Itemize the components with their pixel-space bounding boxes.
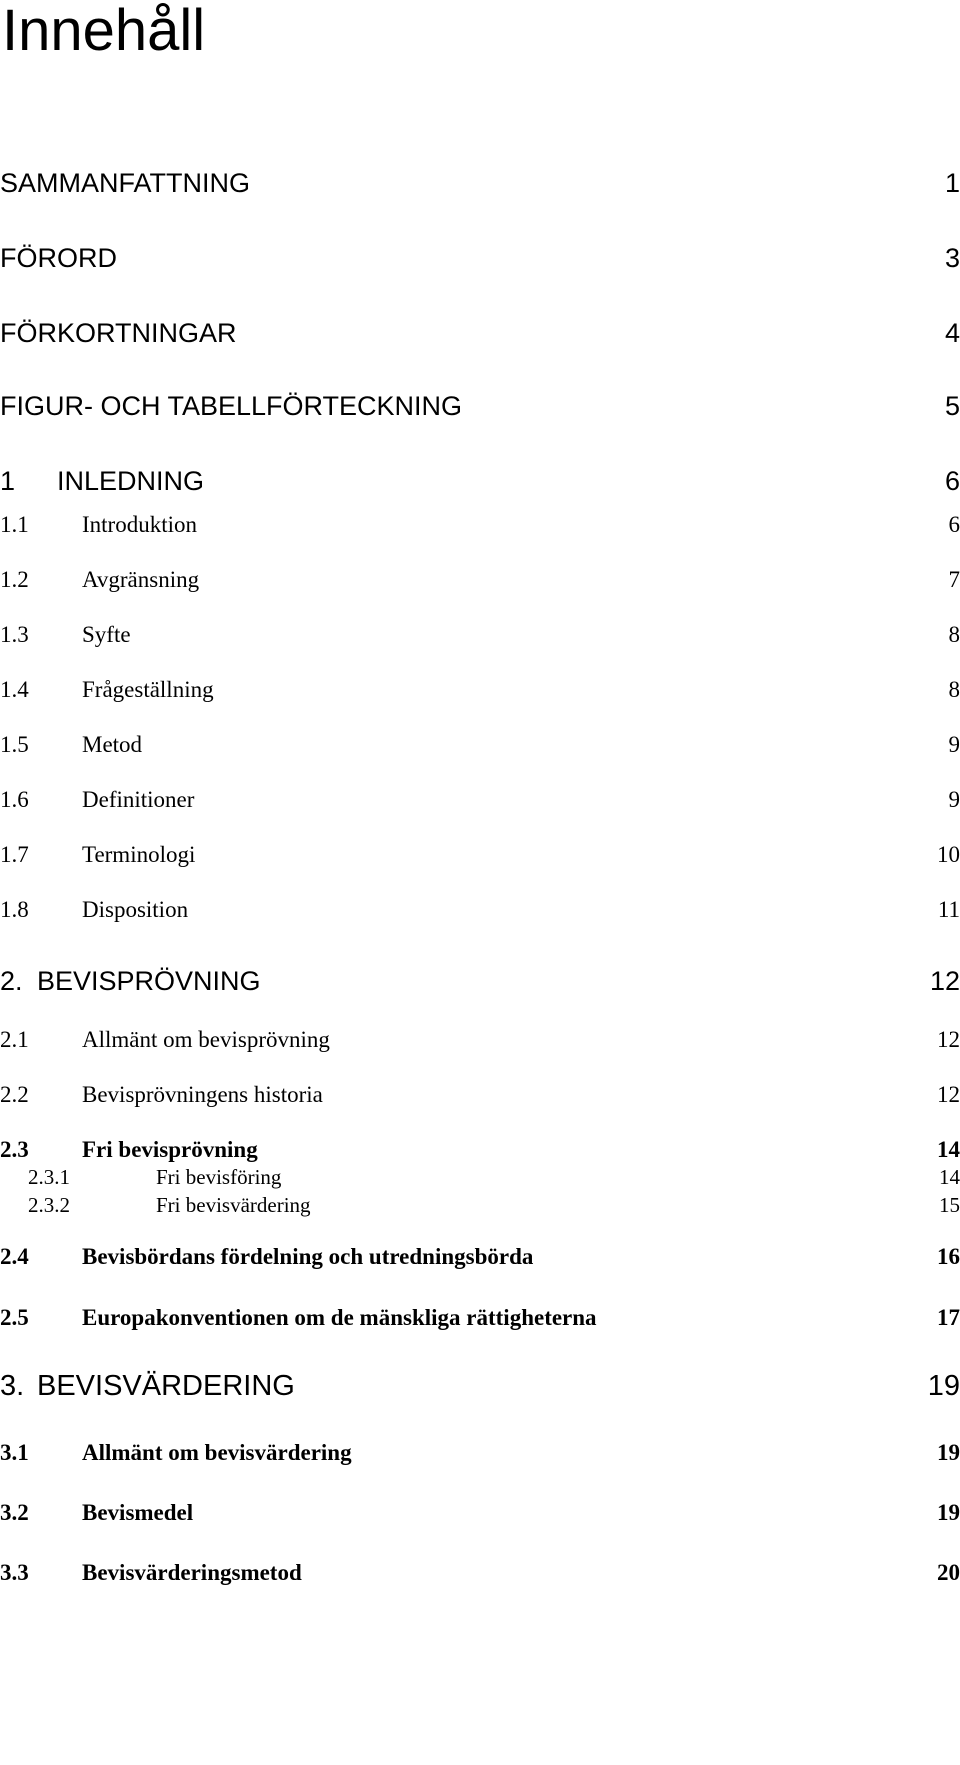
toc-section-page: 12 bbox=[937, 1082, 960, 1107]
toc-section-label: Frågeställning bbox=[82, 677, 214, 702]
toc-section-label: Avgränsning bbox=[82, 567, 200, 592]
toc-section-label: Syfte bbox=[82, 622, 131, 647]
toc-section-number: 2.4 bbox=[0, 1244, 29, 1269]
toc-section-label: Disposition bbox=[82, 897, 189, 922]
toc-section-1-4[interactable] bbox=[0, 677, 960, 703]
toc-section-label: Bevisprövningens historia bbox=[82, 1082, 323, 1107]
toc-entry-sammanfattning[interactable] bbox=[0, 168, 960, 199]
toc-section-number: 3.1 bbox=[0, 1440, 29, 1465]
toc-section-page: 19 bbox=[937, 1500, 960, 1525]
toc-section-page: 20 bbox=[937, 1560, 960, 1585]
toc-section-2-5[interactable] bbox=[0, 1305, 960, 1331]
toc-section-page: 8 bbox=[948, 622, 960, 647]
toc-section-number: 2.1 bbox=[0, 1027, 29, 1052]
toc-section-label: Definitioner bbox=[82, 787, 195, 812]
toc-entry-page: 5 bbox=[944, 391, 960, 421]
toc-section-number: 1.3 bbox=[0, 622, 29, 647]
toc-section-2-1[interactable] bbox=[0, 1027, 960, 1053]
toc-chapter-number: 2. bbox=[0, 966, 23, 996]
toc-section-label: Metod bbox=[82, 732, 143, 757]
toc-entry-label: FÖRORD bbox=[0, 243, 117, 273]
toc-section-page: 9 bbox=[948, 787, 960, 812]
toc-section-page: 16 bbox=[937, 1244, 960, 1269]
toc-entry-figur-och-tabellforteckning[interactable] bbox=[0, 391, 960, 422]
toc-section-1-8[interactable] bbox=[0, 897, 960, 923]
toc-section-1-1[interactable] bbox=[0, 512, 960, 538]
toc-section-number: 1.2 bbox=[0, 567, 29, 592]
toc-entry-page: 4 bbox=[944, 318, 960, 348]
toc-section-number: 3.2 bbox=[0, 1500, 29, 1525]
toc-section-label: Europakonventionen om de mänskliga rättigheterna bbox=[82, 1305, 597, 1330]
toc-entry-label: FÖRKORTNINGAR bbox=[0, 318, 237, 348]
toc-chapter-2[interactable] bbox=[0, 966, 960, 997]
toc-chapter-label: INLEDNING bbox=[57, 466, 205, 496]
toc-chapter-page: 6 bbox=[944, 466, 960, 496]
toc-section-label: Allmänt om bevisprövning bbox=[82, 1027, 330, 1052]
toc-section-number: 1.6 bbox=[0, 787, 29, 812]
toc-section-page: 9 bbox=[948, 732, 960, 757]
toc-subsection-2-3-2[interactable] bbox=[0, 1193, 960, 1218]
toc-section-page: 6 bbox=[948, 512, 960, 537]
toc-entry-forkortningar[interactable] bbox=[0, 318, 960, 349]
toc-section-1-7[interactable] bbox=[0, 842, 960, 868]
toc-section-number: 1.1 bbox=[0, 512, 29, 537]
toc-section-number: 1.4 bbox=[0, 677, 29, 702]
toc-section-label: Introduktion bbox=[82, 512, 197, 537]
toc-section-page: 17 bbox=[937, 1305, 960, 1330]
toc-section-label: Terminologi bbox=[82, 842, 196, 867]
toc-section-number: 1.8 bbox=[0, 897, 29, 922]
toc-subsection-2-3-1[interactable] bbox=[0, 1165, 960, 1190]
toc-section-3-1[interactable] bbox=[0, 1440, 960, 1466]
toc-section-number: 3.3 bbox=[0, 1560, 29, 1585]
toc-chapter-3[interactable] bbox=[0, 1370, 960, 1403]
toc-section-label: Fri bevisprövning bbox=[82, 1137, 258, 1162]
toc-section-2-2[interactable] bbox=[0, 1082, 960, 1108]
toc-section-page: 12 bbox=[937, 1027, 960, 1052]
toc-chapter-label: BEVISVÄRDERING bbox=[37, 1370, 295, 1402]
toc-entry-page: 1 bbox=[944, 168, 960, 198]
toc-section-number: 2.5 bbox=[0, 1305, 29, 1330]
toc-section-label: Bevisvärderingsmetod bbox=[82, 1560, 302, 1585]
toc-section-1-6[interactable] bbox=[0, 787, 960, 813]
toc-section-2-3[interactable] bbox=[0, 1137, 960, 1163]
toc-section-page: 14 bbox=[937, 1137, 960, 1162]
toc-section-3-2[interactable] bbox=[0, 1500, 960, 1526]
toc-subsection-page: 15 bbox=[939, 1193, 960, 1217]
toc-section-page: 8 bbox=[948, 677, 960, 702]
toc-section-2-4[interactable] bbox=[0, 1244, 960, 1270]
toc-section-label: Allmänt om bevisvärdering bbox=[82, 1440, 352, 1465]
page-title: Innehåll bbox=[2, 0, 206, 63]
toc-section-page: 11 bbox=[937, 897, 960, 922]
toc-subsection-page: 14 bbox=[939, 1165, 960, 1189]
toc-section-label: Bevisbördans fördelning och utredningsbörda bbox=[82, 1244, 534, 1269]
toc-section-1-5[interactable] bbox=[0, 732, 960, 758]
toc-chapter-number: 1 bbox=[0, 466, 16, 496]
toc-subsection-number: 2.3.2 bbox=[28, 1193, 70, 1217]
toc-section-3-3[interactable] bbox=[0, 1560, 960, 1586]
toc-subsection-label: Fri bevisvärdering bbox=[156, 1193, 311, 1217]
toc-subsection-label: Fri bevisföring bbox=[156, 1165, 282, 1189]
toc-chapter-label: BEVISPRÖVNING bbox=[37, 966, 261, 996]
toc-section-page: 19 bbox=[937, 1440, 960, 1465]
toc-section-label: Bevismedel bbox=[82, 1500, 194, 1525]
toc-section-number: 1.7 bbox=[0, 842, 29, 867]
toc-chapter-page: 19 bbox=[927, 1370, 960, 1402]
toc-entry-page: 3 bbox=[944, 243, 960, 273]
toc-entry-label: SAMMANFATTNING bbox=[0, 168, 251, 198]
toc-section-page: 10 bbox=[937, 842, 960, 867]
toc-chapter-1[interactable] bbox=[0, 466, 960, 497]
toc-section-1-3[interactable] bbox=[0, 622, 960, 648]
toc-section-number: 2.3 bbox=[0, 1137, 29, 1162]
toc-section-1-2[interactable] bbox=[0, 567, 960, 593]
toc-chapter-page: 12 bbox=[929, 966, 960, 996]
toc-subsection-number: 2.3.1 bbox=[28, 1165, 70, 1189]
toc-chapter-number: 3. bbox=[0, 1370, 25, 1402]
toc-section-number: 1.5 bbox=[0, 732, 29, 757]
toc-entry-label: FIGUR- OCH TABELLFÖRTECKNING bbox=[0, 391, 463, 421]
toc-entry-forord[interactable] bbox=[0, 243, 960, 274]
toc-section-number: 2.2 bbox=[0, 1082, 29, 1107]
toc-section-page: 7 bbox=[948, 567, 960, 592]
